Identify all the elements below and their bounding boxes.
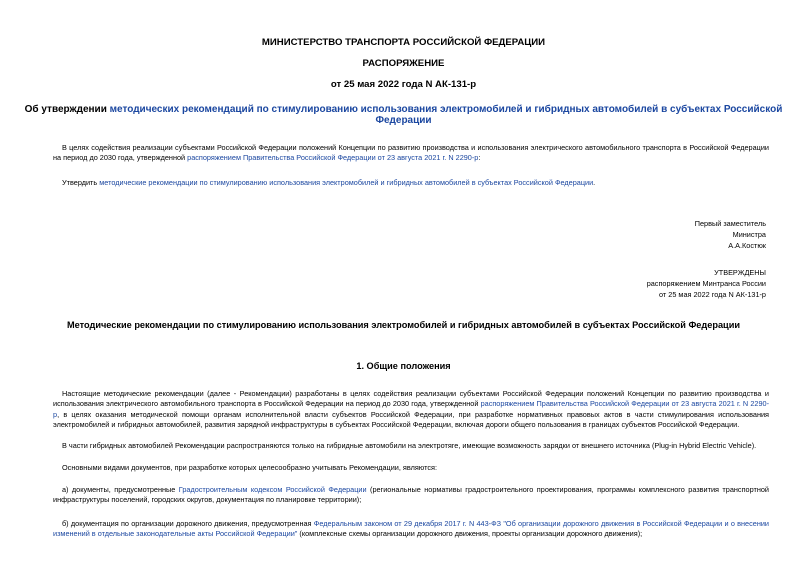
- paragraph-approve: [62, 178, 762, 188]
- preamble-text-start: В целях содействия реализации субъектами Российской Федерации положений Концепции по развитию производства и использования электрического автомобильного транспорта в Российской Федерации на период до 2030 года, утвержденной: [53, 143, 769, 163]
- approve-text-end: .: [593, 178, 596, 187]
- doc-date-number: от 25 мая 2022 года N АК-131-р: [330, 79, 477, 90]
- doc-type-heading: РАСПОРЯЖЕНИЕ: [362, 58, 445, 69]
- item-b-text-end: (комплексные схемы организации дорожного движения, проекты организации дорожного движения);: [297, 529, 643, 539]
- doc-title-prefix: Об утверждении: [24, 104, 110, 115]
- item-a-text-start: а) документы, предусмотренные: [62, 485, 179, 494]
- signature-name: А.А.Костюк: [728, 241, 766, 250]
- doc-title: [0, 104, 807, 126]
- ministry-heading: МИНИСТЕРСТВО ТРАНСПОРТА РОССИЙСКОЙ ФЕДЕРАЦИИ: [261, 37, 546, 48]
- approved-block: [647, 267, 766, 300]
- purpose-text-end: , в целях оказания методической помощи органам исполнительной власти субъектов Российской Федерации, при разработке нормативных правовых актов в части стимулирования использования электромобилей и гибридных автомобилей, развития зарядной инфраструктуры в субъектах Российской Федерации, включая дороги общего пользования в границах субъектов Российской Федерации.: [53, 409, 769, 430]
- item-a-text-end: (региональные нормативы градостроительного проектирования, программы комплексного развития транспортной инфраструктуры поселений, городских округов, документация по планировке территории);: [53, 485, 769, 505]
- section-heading-general: 1. Общие положения: [356, 361, 451, 371]
- list-item-a: [53, 485, 769, 506]
- link-federal-law-443[interactable]: Федеральным законом от 29 декабря 2017 г. N 443-ФЗ "Об организации дорожного движения в Российской Федерации и о внесении изменений в отдельные законодательные акты Российской Федерации": [53, 519, 770, 539]
- purpose-text-start: Настоящие методические рекомендации (далее - Рекомендации) разработаны в целях содействия реализации субъектами Российской Федерации положений Концепции по развитию производства и использования электрического автомобильного транспорта в Российской Федерации на период до 2030 года, утвержденной: [53, 389, 769, 409]
- signature-position-2: Министра: [732, 230, 766, 239]
- paragraph-doc-types: Основными видами документов, при разработке которых целесообразно учитывать Рекомендации, являются:: [62, 463, 437, 472]
- approved-date: от 25 мая 2022 года N АК-131-р: [659, 290, 766, 299]
- list-item-b: [53, 519, 769, 540]
- signature-block: [695, 218, 766, 251]
- paragraph-purpose: [53, 389, 769, 431]
- link-methodical-recommendations[interactable]: методические рекомендации по стимулированию использования электромобилей и гибридных автомобилей в субъектах Российской Федерации: [99, 178, 594, 187]
- doc-title-link[interactable]: методических рекомендаций по стимулированию использования электромобилей и гибридных автомобилей в субъектах Российской Федерации: [109, 104, 783, 126]
- signature-position: Первый заместитель: [694, 219, 766, 228]
- preamble-text-end: :: [478, 153, 481, 163]
- link-government-order-2290-annex[interactable]: распоряжением Правительства Российской Федерации от 23 августа 2021 г. N 2290-р: [53, 399, 770, 419]
- annex-title: Методические рекомендации по стимулированию использования электромобилей и гибридных автомобилей в субъектах Российской Федерации: [66, 320, 741, 330]
- paragraph-preamble: [53, 143, 769, 164]
- item-b-text-start: б) документация по организации дорожного движения, предусмотренная: [62, 519, 314, 528]
- approved-label: УТВЕРЖДЕНЫ: [714, 268, 766, 277]
- approved-by: распоряжением Минтранса России: [646, 279, 766, 288]
- approve-text-start: Утвердить: [62, 178, 100, 187]
- paragraph-hybrids: В части гибридных автомобилей Рекомендации распространяются только на гибридные автомобили на электротяге, имеющие возможность зарядки от внешнего источника (Plug-in Hybrid Electric Vehicle).: [62, 441, 757, 450]
- link-government-order-2290[interactable]: распоряжением Правительства Российской Федерации от 23 августа 2021 г. N 2290-р: [187, 153, 479, 163]
- link-urban-planning-code[interactable]: Градостроительным кодексом Российской Федерации: [178, 485, 367, 494]
